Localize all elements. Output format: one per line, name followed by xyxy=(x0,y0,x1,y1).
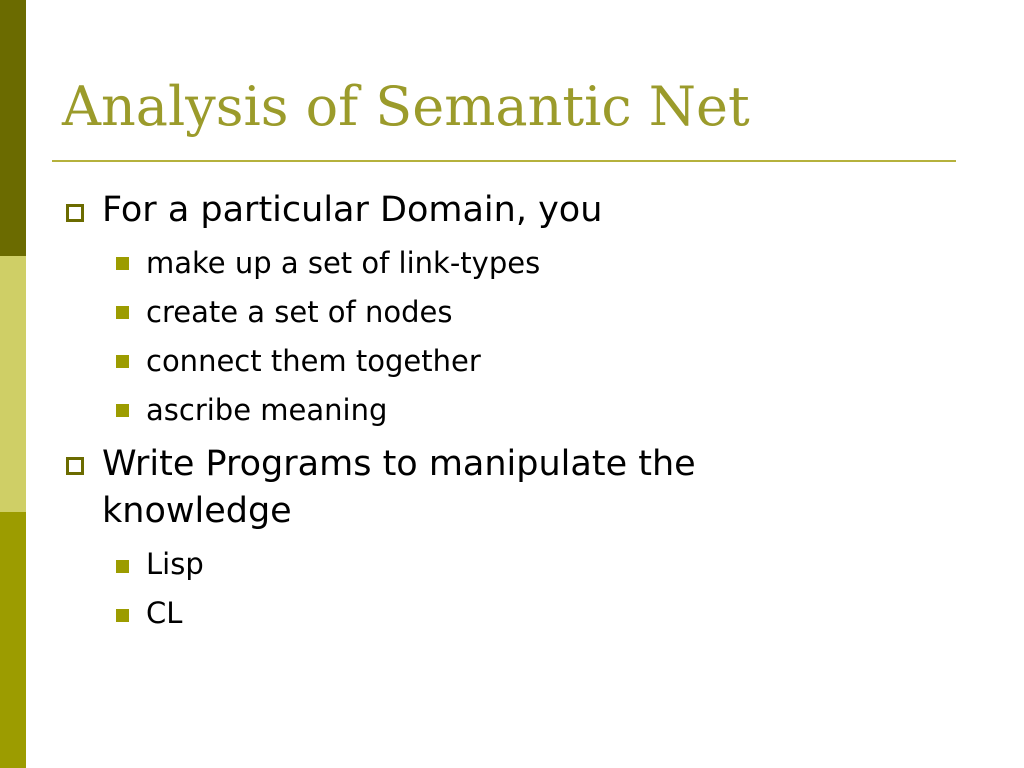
bullet-text: Write Programs to manipulate the xyxy=(102,444,696,484)
hollow-square-bullet-icon xyxy=(66,204,84,222)
hollow-square-bullet-icon xyxy=(66,457,84,475)
filled-square-bullet-icon xyxy=(116,404,129,417)
slide-title: Analysis of Semantic Net xyxy=(62,75,750,138)
filled-square-bullet-icon xyxy=(116,560,129,573)
sub-bullet-text: create a set of nodes xyxy=(146,295,453,329)
bullet-text-continued: knowledge xyxy=(102,491,292,531)
filled-square-bullet-icon xyxy=(116,257,129,270)
filled-square-bullet-icon xyxy=(116,609,129,622)
filled-square-bullet-icon xyxy=(116,355,129,368)
filled-square-bullet-icon xyxy=(116,306,129,319)
bullet-text: For a particular Domain, you xyxy=(102,190,603,230)
sub-bullet-text: connect them together xyxy=(146,344,481,378)
sub-bullet-text: ascribe meaning xyxy=(146,393,388,427)
sub-bullet-text: Lisp xyxy=(146,547,204,581)
sub-bullet-text: make up a set of link-types xyxy=(146,246,541,280)
sub-bullet-text: CL xyxy=(146,596,183,630)
